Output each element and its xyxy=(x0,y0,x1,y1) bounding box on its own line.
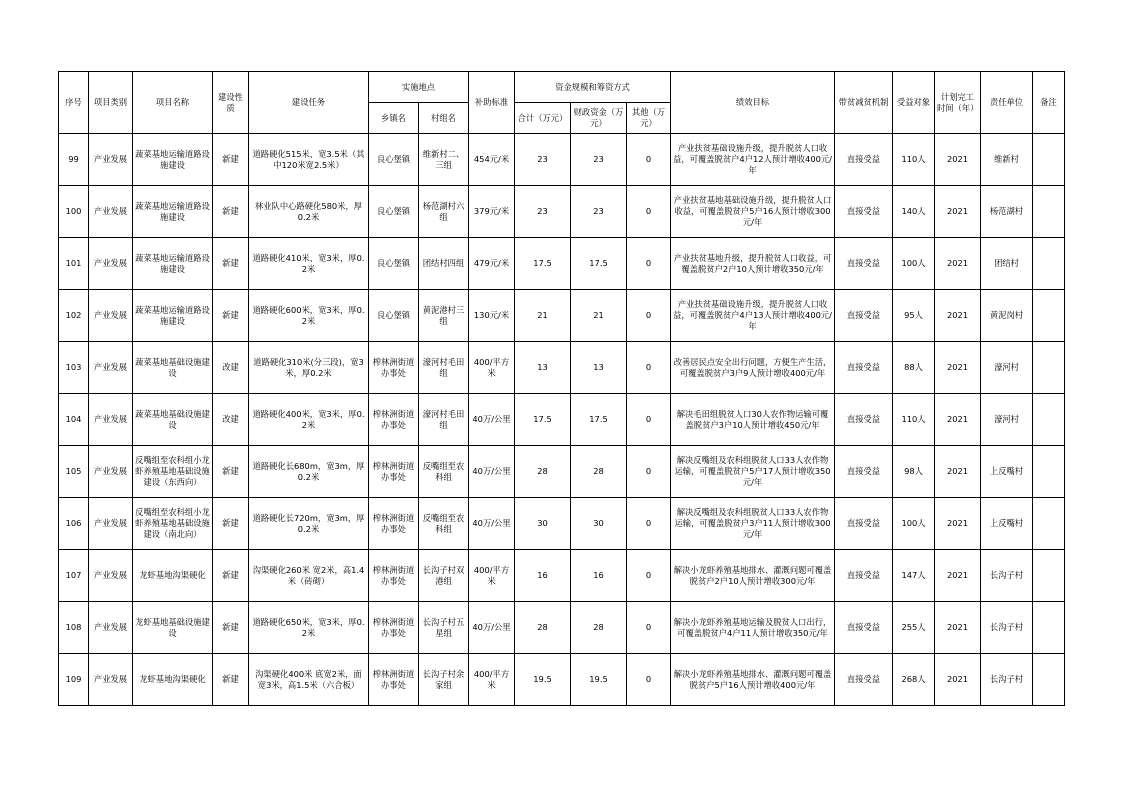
cell-beneficiary: 95人 xyxy=(893,290,935,342)
table-row xyxy=(59,342,1065,394)
cell-mechanism: 直接受益 xyxy=(835,134,893,186)
cell-seq: 102 xyxy=(59,290,89,342)
cell-unit: 黄泥岗村 xyxy=(981,290,1033,342)
header-subsidy: 补助标准 xyxy=(469,72,515,134)
cell-nature: 新建 xyxy=(213,654,249,706)
cell-name: 龙虾基地沟渠硬化 xyxy=(133,654,213,706)
table-header xyxy=(59,72,1065,134)
cell-plan-year: 2021 xyxy=(935,394,981,446)
cell-task: 沟渠硬化260米 宽2米，高1.4米（砖砌） xyxy=(249,550,369,602)
cell-unit: 长沟子村 xyxy=(981,602,1033,654)
cell-beneficiary: 100人 xyxy=(893,498,935,550)
cell-plan-year: 2021 xyxy=(935,498,981,550)
cell-category: 产业发展 xyxy=(89,238,133,290)
cell-town: 榨林洲街道办事处 xyxy=(369,654,419,706)
cell-fiscal: 28 xyxy=(571,446,627,498)
cell-remark xyxy=(1033,238,1065,290)
header-other: 其他（万元） xyxy=(627,103,671,134)
cell-unit: 团结村 xyxy=(981,238,1033,290)
cell-fiscal: 23 xyxy=(571,134,627,186)
cell-seq: 106 xyxy=(59,498,89,550)
cell-mechanism: 直接受益 xyxy=(835,238,893,290)
header-fiscal: 财政资金（万元） xyxy=(571,103,627,134)
cell-subsidy: 400/平方米 xyxy=(469,550,515,602)
cell-name: 反嘴组至农科组小龙虾养殖基地基础设施建设（东西向） xyxy=(133,446,213,498)
cell-total: 23 xyxy=(515,186,571,238)
cell-seq: 107 xyxy=(59,550,89,602)
cell-village-group: 团结村四组 xyxy=(419,238,469,290)
cell-total: 21 xyxy=(515,290,571,342)
cell-other: 0 xyxy=(627,394,671,446)
cell-town: 榨林洲街道办事处 xyxy=(369,394,419,446)
cell-unit: 维新村 xyxy=(981,134,1033,186)
header-category: 项目类别 xyxy=(89,72,133,134)
cell-total: 28 xyxy=(515,446,571,498)
project-table-container xyxy=(58,71,1064,706)
cell-remark xyxy=(1033,498,1065,550)
cell-beneficiary: 147人 xyxy=(893,550,935,602)
cell-unit: 上反嘴村 xyxy=(981,498,1033,550)
cell-nature: 新建 xyxy=(213,290,249,342)
cell-remark xyxy=(1033,290,1065,342)
cell-category: 产业发展 xyxy=(89,550,133,602)
header-name: 项目名称 xyxy=(133,72,213,134)
cell-performance: 解决毛田组脱贫人口30人农作物运输可覆盖脱贫户3户10人预计增收450元/年 xyxy=(671,394,835,446)
cell-beneficiary: 98人 xyxy=(893,446,935,498)
cell-name: 蔬菜基地基础设施建设 xyxy=(133,342,213,394)
cell-remark xyxy=(1033,550,1065,602)
cell-village-group: 杨范湖村六组 xyxy=(419,186,469,238)
cell-seq: 109 xyxy=(59,654,89,706)
cell-other: 0 xyxy=(627,654,671,706)
cell-performance: 产业扶贫基地升级，提升脱贫人口收益，可覆盖脱贫户2户10人预计增收350元/年 xyxy=(671,238,835,290)
cell-beneficiary: 110人 xyxy=(893,394,935,446)
header-mechanism: 带贫减贫机制 xyxy=(835,72,893,134)
cell-name: 龙虾基地沟渠硬化 xyxy=(133,550,213,602)
cell-plan-year: 2021 xyxy=(935,134,981,186)
cell-total: 16 xyxy=(515,550,571,602)
cell-category: 产业发展 xyxy=(89,342,133,394)
cell-nature: 新建 xyxy=(213,550,249,602)
cell-remark xyxy=(1033,342,1065,394)
cell-unit: 濠河村 xyxy=(981,342,1033,394)
cell-beneficiary: 88人 xyxy=(893,342,935,394)
cell-other: 0 xyxy=(627,602,671,654)
cell-remark xyxy=(1033,134,1065,186)
cell-total: 13 xyxy=(515,342,571,394)
cell-town: 榨林洲街道办事处 xyxy=(369,446,419,498)
cell-category: 产业发展 xyxy=(89,134,133,186)
header-total: 合计（万元） xyxy=(515,103,571,134)
cell-mechanism: 直接受益 xyxy=(835,342,893,394)
cell-seq: 103 xyxy=(59,342,89,394)
cell-subsidy: 40万/公里 xyxy=(469,446,515,498)
cell-name: 反嘴组至农科组小龙虾养殖基地基础设施建设（南北向） xyxy=(133,498,213,550)
header-location-group: 实施地点 xyxy=(369,72,469,103)
cell-village-group: 长沟子村五星组 xyxy=(419,602,469,654)
cell-task: 道路硬化650米，宽3米，厚0.2米 xyxy=(249,602,369,654)
cell-category: 产业发展 xyxy=(89,498,133,550)
cell-subsidy: 40万/公里 xyxy=(469,394,515,446)
cell-plan-year: 2021 xyxy=(935,186,981,238)
cell-performance: 解决反嘴组及农科组脱贫人口33人农作物运输，可覆盖脱贫户5户17人预计增收350元/年 xyxy=(671,446,835,498)
cell-total: 23 xyxy=(515,134,571,186)
cell-nature: 新建 xyxy=(213,602,249,654)
cell-unit: 长沟子村 xyxy=(981,550,1033,602)
cell-mechanism: 直接受益 xyxy=(835,550,893,602)
cell-seq: 100 xyxy=(59,186,89,238)
cell-subsidy: 400/平方米 xyxy=(469,342,515,394)
header-seq: 序号 xyxy=(59,72,89,134)
cell-subsidy: 400/平方米 xyxy=(469,654,515,706)
cell-remark xyxy=(1033,654,1065,706)
cell-nature: 改建 xyxy=(213,342,249,394)
cell-task: 道路硬化400米，宽3米，厚0.2米 xyxy=(249,394,369,446)
cell-task: 林业队中心路硬化580米，厚0.2米 xyxy=(249,186,369,238)
cell-name: 蔬菜基地运输道路设施建设 xyxy=(133,134,213,186)
cell-name: 蔬菜基地基础设施建设 xyxy=(133,394,213,446)
cell-other: 0 xyxy=(627,290,671,342)
cell-village-group: 濠河村毛田组 xyxy=(419,394,469,446)
cell-other: 0 xyxy=(627,446,671,498)
cell-performance: 改善居民点安全出行问题，方便生产生活，可覆盖脱贫户3户9人预计增收400元/年 xyxy=(671,342,835,394)
cell-fiscal: 28 xyxy=(571,602,627,654)
cell-performance: 解决小龙虾养殖基地排水、灌溉问题可覆盖脱贫户2户10人预计增收300元/年 xyxy=(671,550,835,602)
project-table xyxy=(58,71,1065,706)
cell-fiscal: 13 xyxy=(571,342,627,394)
cell-town: 榨林洲街道办事处 xyxy=(369,498,419,550)
cell-total: 17.5 xyxy=(515,238,571,290)
cell-total: 19.5 xyxy=(515,654,571,706)
cell-village-group: 长沟子村双港组 xyxy=(419,550,469,602)
cell-performance: 解决反嘴组及农科组脱贫人口33人农作物运输，可覆盖脱贫户3户11人预计增收300元/年 xyxy=(671,498,835,550)
header-town: 乡镇名 xyxy=(369,103,419,134)
cell-fiscal: 30 xyxy=(571,498,627,550)
table-row xyxy=(59,602,1065,654)
cell-category: 产业发展 xyxy=(89,446,133,498)
cell-category: 产业发展 xyxy=(89,394,133,446)
cell-subsidy: 130元/米 xyxy=(469,290,515,342)
cell-subsidy: 40万/公里 xyxy=(469,602,515,654)
table-row xyxy=(59,290,1065,342)
cell-task: 沟渠硬化400米 底宽2米，面宽3米，高1.5米（六合板） xyxy=(249,654,369,706)
cell-beneficiary: 268人 xyxy=(893,654,935,706)
table-row xyxy=(59,550,1065,602)
cell-total: 17.5 xyxy=(515,394,571,446)
cell-mechanism: 直接受益 xyxy=(835,446,893,498)
cell-mechanism: 直接受益 xyxy=(835,602,893,654)
cell-task: 道路硬化长680m，宽3m，厚0.2米 xyxy=(249,446,369,498)
cell-category: 产业发展 xyxy=(89,186,133,238)
cell-nature: 新建 xyxy=(213,498,249,550)
cell-town: 良心堡镇 xyxy=(369,186,419,238)
cell-village-group: 长沟子村余家组 xyxy=(419,654,469,706)
cell-fiscal: 19.5 xyxy=(571,654,627,706)
cell-performance: 产业扶贫基础设施升级，提升脱贫人口收益，可覆盖脱贫户4户13人预计增收400元/年 xyxy=(671,290,835,342)
cell-name: 蔬菜基地运输道路设施建设 xyxy=(133,290,213,342)
cell-mechanism: 直接受益 xyxy=(835,186,893,238)
header-beneficiary: 受益对象 xyxy=(893,72,935,134)
cell-remark xyxy=(1033,394,1065,446)
cell-nature: 新建 xyxy=(213,238,249,290)
cell-other: 0 xyxy=(627,550,671,602)
cell-mechanism: 直接受益 xyxy=(835,654,893,706)
cell-remark xyxy=(1033,602,1065,654)
table-row xyxy=(59,134,1065,186)
table-row xyxy=(59,394,1065,446)
cell-task: 道路硬化310米(分三段)，宽3米，厚0.2米 xyxy=(249,342,369,394)
cell-plan-year: 2021 xyxy=(935,602,981,654)
header-village-group: 村组名 xyxy=(419,103,469,134)
cell-task: 道路硬化600米，宽3米，厚0.2米 xyxy=(249,290,369,342)
cell-name: 蔬菜基地运输道路设施建设 xyxy=(133,238,213,290)
header-remark: 备注 xyxy=(1033,72,1065,134)
cell-unit: 杨范湖村 xyxy=(981,186,1033,238)
cell-beneficiary: 255人 xyxy=(893,602,935,654)
cell-seq: 99 xyxy=(59,134,89,186)
cell-other: 0 xyxy=(627,238,671,290)
cell-other: 0 xyxy=(627,186,671,238)
cell-village-group: 黄泥港村三组 xyxy=(419,290,469,342)
cell-task: 道路硬化515米，宽3.5米（其中120米宽2.5米） xyxy=(249,134,369,186)
cell-seq: 105 xyxy=(59,446,89,498)
header-task: 建设任务 xyxy=(249,72,369,134)
cell-task: 道路硬化长720m，宽3m，厚0.2米 xyxy=(249,498,369,550)
cell-remark xyxy=(1033,446,1065,498)
cell-village-group: 反嘴组至农科组 xyxy=(419,446,469,498)
cell-beneficiary: 140人 xyxy=(893,186,935,238)
header-nature: 建设性质 xyxy=(213,72,249,134)
cell-total: 28 xyxy=(515,602,571,654)
cell-plan-year: 2021 xyxy=(935,238,981,290)
cell-town: 榨林洲街道办事处 xyxy=(369,550,419,602)
cell-mechanism: 直接受益 xyxy=(835,394,893,446)
cell-village-group: 反嘴组至农科组 xyxy=(419,498,469,550)
cell-performance: 解决小龙虾养殖基地运输及脱贫人口出行，可覆盖脱贫户4户11人预计增收350元/年 xyxy=(671,602,835,654)
cell-unit: 长沟子村 xyxy=(981,654,1033,706)
cell-town: 良心堡镇 xyxy=(369,290,419,342)
cell-other: 0 xyxy=(627,498,671,550)
header-plan-year: 计划完工时间（年） xyxy=(935,72,981,134)
cell-seq: 108 xyxy=(59,602,89,654)
header-unit: 责任单位 xyxy=(981,72,1033,134)
cell-subsidy: 479元/米 xyxy=(469,238,515,290)
cell-other: 0 xyxy=(627,342,671,394)
cell-fiscal: 16 xyxy=(571,550,627,602)
cell-total: 30 xyxy=(515,498,571,550)
cell-town: 榨林洲街道办事处 xyxy=(369,602,419,654)
cell-town: 良心堡镇 xyxy=(369,134,419,186)
header-performance: 绩效目标 xyxy=(671,72,835,134)
table-row xyxy=(59,446,1065,498)
cell-town: 良心堡镇 xyxy=(369,238,419,290)
table-row xyxy=(59,498,1065,550)
cell-name: 龙虾基地基础设施建设 xyxy=(133,602,213,654)
cell-performance: 产业扶贫基地基础设施升级，提升脱贫人口收益，可覆盖脱贫户5户16人预计增收300元/年 xyxy=(671,186,835,238)
cell-plan-year: 2021 xyxy=(935,446,981,498)
table-row xyxy=(59,186,1065,238)
cell-category: 产业发展 xyxy=(89,654,133,706)
cell-town: 榨林洲街道办事处 xyxy=(369,342,419,394)
table-row xyxy=(59,238,1065,290)
cell-nature: 新建 xyxy=(213,186,249,238)
cell-subsidy: 40万/公里 xyxy=(469,498,515,550)
cell-village-group: 濠河村毛田组 xyxy=(419,342,469,394)
table-body xyxy=(59,134,1065,706)
cell-plan-year: 2021 xyxy=(935,654,981,706)
header-funding-group: 资金规模和筹资方式 xyxy=(515,72,671,103)
cell-fiscal: 21 xyxy=(571,290,627,342)
cell-seq: 101 xyxy=(59,238,89,290)
cell-plan-year: 2021 xyxy=(935,342,981,394)
cell-nature: 改建 xyxy=(213,394,249,446)
cell-fiscal: 23 xyxy=(571,186,627,238)
cell-nature: 新建 xyxy=(213,446,249,498)
cell-beneficiary: 110人 xyxy=(893,134,935,186)
cell-performance: 产业扶贫基础设施升级，提升脱贫人口收益，可覆盖脱贫户4户12人预计增收400元/年 xyxy=(671,134,835,186)
cell-subsidy: 454元/米 xyxy=(469,134,515,186)
cell-plan-year: 2021 xyxy=(935,550,981,602)
cell-mechanism: 直接受益 xyxy=(835,290,893,342)
cell-category: 产业发展 xyxy=(89,602,133,654)
cell-remark xyxy=(1033,186,1065,238)
cell-nature: 新建 xyxy=(213,134,249,186)
cell-unit: 濠河村 xyxy=(981,394,1033,446)
cell-unit: 上反嘴村 xyxy=(981,446,1033,498)
cell-fiscal: 17.5 xyxy=(571,238,627,290)
cell-category: 产业发展 xyxy=(89,290,133,342)
cell-mechanism: 直接受益 xyxy=(835,498,893,550)
cell-name: 蔬菜基地运输道路设施建设 xyxy=(133,186,213,238)
cell-other: 0 xyxy=(627,134,671,186)
cell-subsidy: 379元/米 xyxy=(469,186,515,238)
cell-task: 道路硬化410米，宽3米，厚0.2米 xyxy=(249,238,369,290)
cell-village-group: 维新村二、三组 xyxy=(419,134,469,186)
cell-beneficiary: 100人 xyxy=(893,238,935,290)
cell-fiscal: 17.5 xyxy=(571,394,627,446)
cell-performance: 解决小龙虾养殖基地排水、灌溉问题可覆盖脱贫户5户16人预计增收400元/年 xyxy=(671,654,835,706)
table-row xyxy=(59,654,1065,706)
cell-seq: 104 xyxy=(59,394,89,446)
cell-plan-year: 2021 xyxy=(935,290,981,342)
